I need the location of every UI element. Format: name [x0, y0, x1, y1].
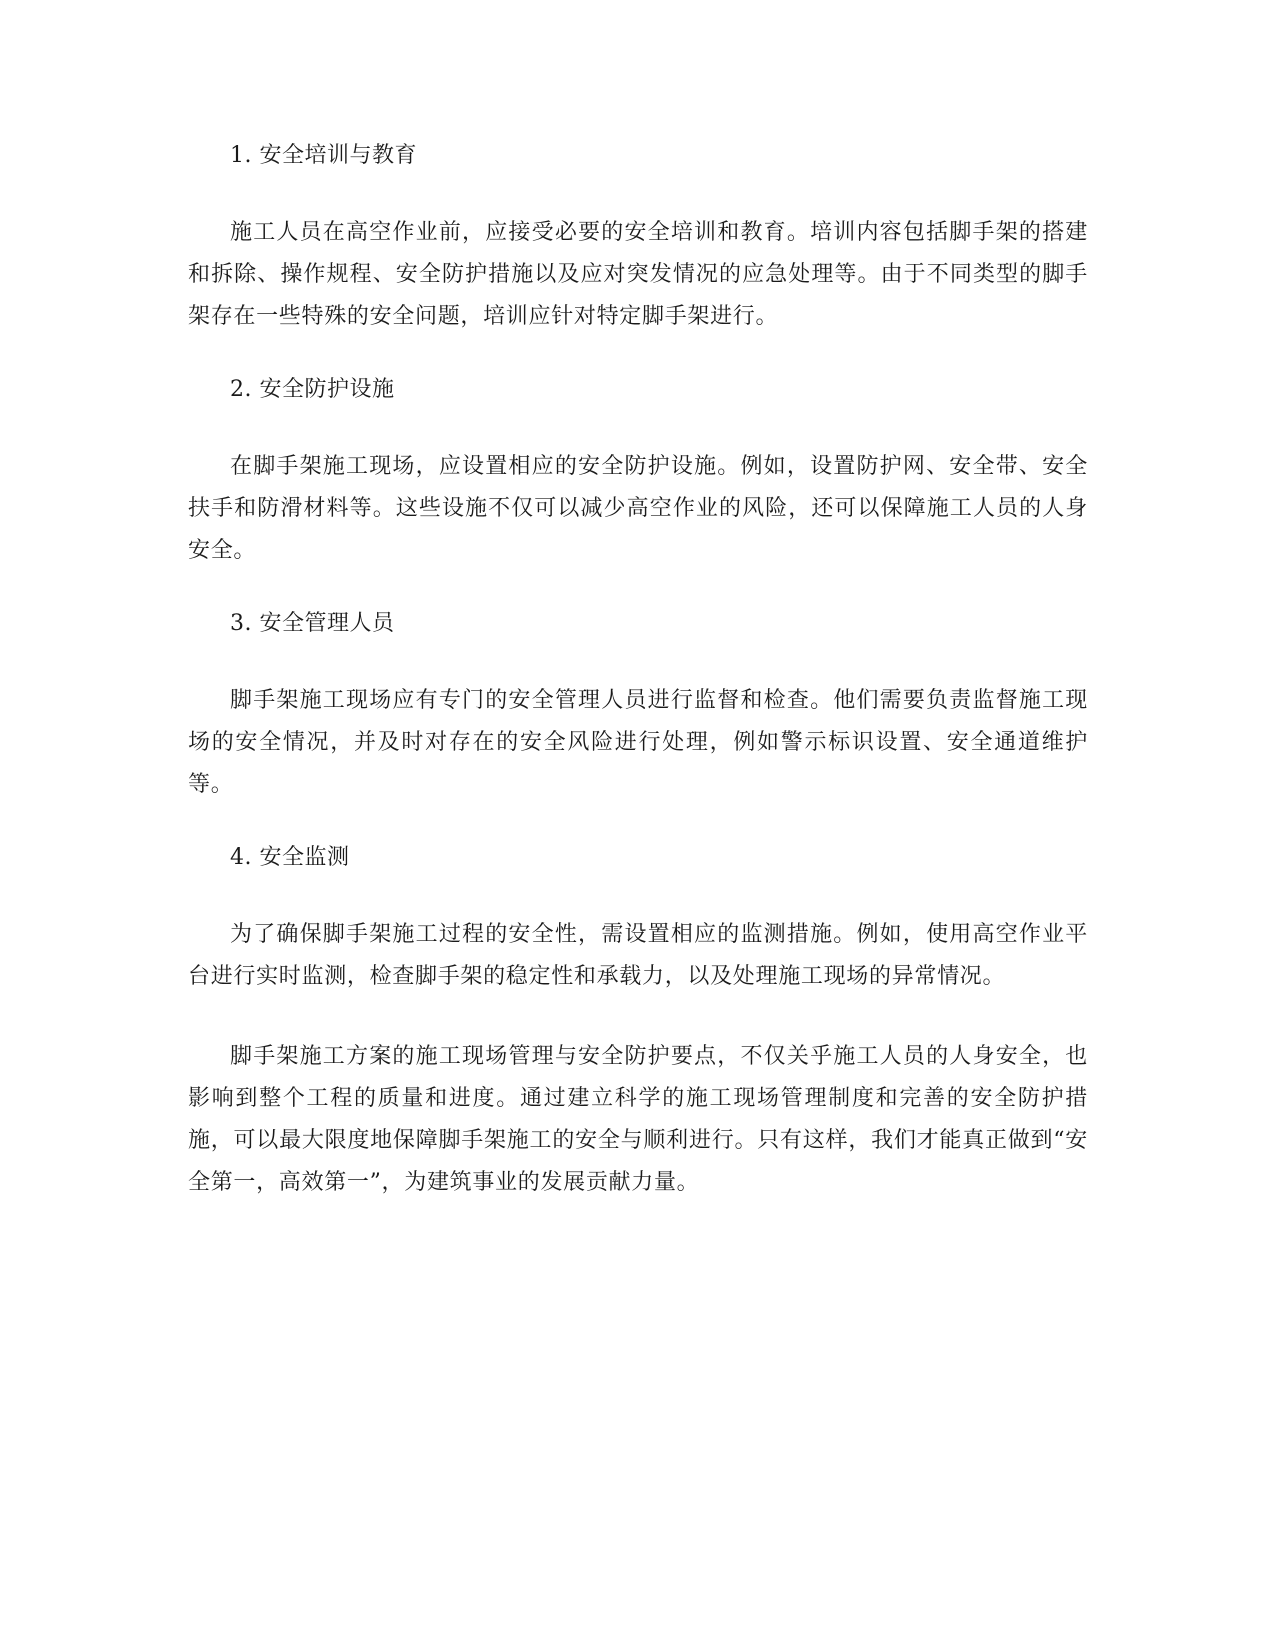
section-heading-protection: 2. 安全防护设施 [230, 377, 395, 402]
document-body [188, 142, 1088, 1242]
section-body-training: 施工人员在高空作业前，应接受必要的安全培训和教育。培训内容包括脚手架的搭建和拆除、操作规程、安全防护措施以及应对突发情况的应急处理等。由于不同类型的脚手架存在一些特殊的安全问题，培训应针对特定脚手架进行。 [188, 220, 1088, 329]
section-heading-management: 3. 安全管理人员 [230, 611, 395, 636]
conclusion-paragraph: 脚手架施工方案的施工现场管理与安全防护要点，不仅关乎施工人员的人身安全，也影响到整个工程的质量和进度。通过建立科学的施工现场管理制度和完善的安全防护措施，可以最大限度地保障脚手架施工的安全与顺利进行。只有这样，我们才能真正做到“安全第一，高效第一”，为建筑事业的发展贡献力量。 [188, 1044, 1088, 1195]
section-body-protection: 在脚手架施工现场，应设置相应的安全防护设施。例如，设置防护网、安全带、安全扶手和防滑材料等。这些设施不仅可以减少高空作业的风险，还可以保障施工人员的人身安全。 [188, 454, 1088, 563]
section-body-management: 脚手架施工现场应有专门的安全管理人员进行监督和检查。他们需要负责监督施工现场的安全情况，并及时对存在的安全风险进行处理，例如警示标识设置、安全通道维护等。 [188, 688, 1088, 797]
section-heading-training: 1. 安全培训与教育 [230, 143, 417, 168]
section-heading-monitoring: 4. 安全监测 [230, 845, 350, 870]
section-body-monitoring: 为了确保脚手架施工过程的安全性，需设置相应的监测措施。例如，使用高空作业平台进行实时监测，检查脚手架的稳定性和承载力，以及处理施工现场的异常情况。 [188, 922, 1088, 989]
